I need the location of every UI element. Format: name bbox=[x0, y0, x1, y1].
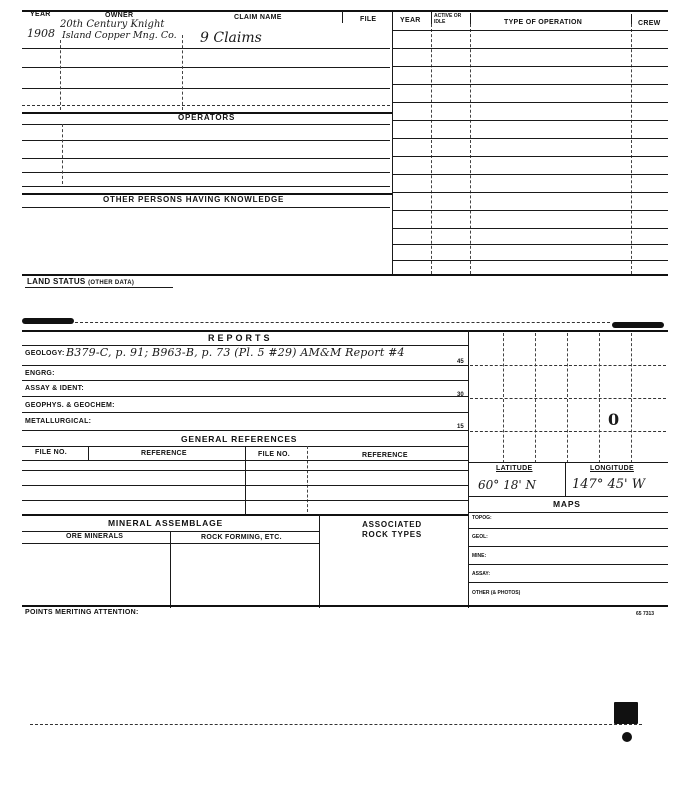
other-persons-heading: OTHER PERSONS HAVING KNOWLEDGE bbox=[103, 195, 285, 204]
geophys-label: GEOPHYS. & GEOCHEM: bbox=[25, 402, 115, 409]
entry-owner-line1: 20th Century Knight bbox=[60, 19, 165, 30]
row-line bbox=[22, 396, 468, 397]
geology-label: GEOLOGY: bbox=[25, 350, 65, 357]
corner-mark bbox=[614, 702, 638, 724]
row-line bbox=[22, 158, 390, 159]
right-grid-border bbox=[392, 24, 393, 276]
row-line bbox=[22, 500, 468, 501]
reports-dash-rule bbox=[75, 322, 610, 323]
row-line bbox=[392, 48, 668, 49]
file-no-header-2: FILE NO. bbox=[258, 451, 290, 458]
row-line bbox=[392, 174, 668, 175]
land-status-heading bbox=[27, 277, 134, 286]
col-sep bbox=[319, 514, 320, 608]
bottom-rule bbox=[22, 605, 668, 607]
reports-heading: REPORTS bbox=[208, 333, 273, 343]
file-header: FILE bbox=[360, 16, 377, 23]
row-line bbox=[22, 470, 468, 471]
scale-45: 45 bbox=[457, 359, 464, 365]
maps-assay: ASSAY: bbox=[472, 571, 491, 577]
row-line bbox=[392, 84, 668, 85]
assay-label: ASSAY & IDENT: bbox=[25, 385, 85, 392]
row-line bbox=[22, 380, 468, 381]
row-line bbox=[468, 546, 668, 547]
row-line bbox=[468, 462, 668, 463]
row-line bbox=[22, 365, 468, 366]
col-sep bbox=[88, 446, 89, 460]
col-sep bbox=[245, 446, 246, 514]
claim-name-header: CLAIM NAME bbox=[234, 14, 282, 21]
row-line bbox=[468, 564, 668, 565]
col-sep bbox=[470, 24, 471, 274]
row-line bbox=[392, 66, 668, 67]
col-sep bbox=[182, 35, 183, 110]
maps-other: OTHER (& PHOTOS) bbox=[472, 590, 521, 596]
row-line bbox=[22, 105, 390, 106]
row-line bbox=[22, 412, 468, 413]
grid-mark: 0 bbox=[608, 410, 620, 429]
row-line bbox=[22, 172, 390, 173]
col-sep bbox=[342, 11, 343, 23]
latitude-value: 60° 18' N bbox=[478, 478, 536, 492]
reference-header-2: REFERENCE bbox=[362, 452, 408, 459]
col-sep bbox=[565, 462, 566, 496]
row-line bbox=[22, 67, 390, 68]
maps-heading: MAPS bbox=[553, 499, 581, 509]
land-status-label: LAND STATUS bbox=[27, 277, 86, 286]
row-line bbox=[392, 138, 668, 139]
row-line bbox=[22, 186, 390, 187]
latitude-label: LATITUDE bbox=[496, 465, 533, 472]
row-line bbox=[468, 512, 668, 513]
rock-forming-header: ROCK FORMING, ETC. bbox=[201, 534, 282, 541]
longitude-value: 147° 45' W bbox=[572, 477, 646, 492]
reports-top-rule bbox=[22, 330, 668, 332]
general-references-heading: GENERAL REFERENCES bbox=[181, 434, 298, 444]
scale-15: 15 bbox=[457, 424, 464, 430]
reference-header-1: REFERENCE bbox=[141, 450, 187, 457]
col-sep bbox=[307, 446, 308, 512]
row-line bbox=[392, 102, 668, 103]
row-line bbox=[392, 156, 668, 157]
row-line bbox=[392, 228, 668, 229]
land-status-underline bbox=[25, 287, 173, 288]
col-sep bbox=[60, 40, 61, 110]
col-sep bbox=[170, 531, 171, 608]
operators-heading: OPERATORS bbox=[178, 113, 236, 122]
metallurgical-label: METALLURGICAL: bbox=[25, 418, 92, 425]
row-line bbox=[22, 48, 390, 49]
entry-year: 1908 bbox=[27, 27, 55, 40]
crew-header: CREW bbox=[638, 20, 661, 27]
redaction-mark bbox=[22, 318, 74, 324]
year-header: YEAR bbox=[30, 11, 51, 18]
file-no-header-1: FILE NO. bbox=[35, 449, 67, 456]
col-sep bbox=[392, 12, 393, 24]
row-line bbox=[22, 124, 390, 125]
row-line bbox=[392, 210, 668, 211]
mineral-assemblage-heading: MINERAL ASSEMBLAGE bbox=[108, 518, 223, 528]
land-status-note: (OTHER DATA) bbox=[88, 280, 135, 286]
land-status-rule bbox=[22, 274, 668, 276]
scale-30: 30 bbox=[457, 392, 464, 398]
row-line bbox=[392, 120, 668, 121]
points-meriting-attention: POINTS MERITING ATTENTION: bbox=[25, 609, 139, 616]
row-line bbox=[392, 260, 668, 261]
maps-mine: MINE: bbox=[472, 553, 487, 559]
row-line bbox=[468, 496, 668, 497]
row-line bbox=[392, 244, 668, 245]
longitude-label: LONGITUDE bbox=[590, 465, 634, 472]
engrg-label: ENGRG: bbox=[25, 370, 55, 377]
grid-line bbox=[470, 365, 666, 366]
entry-owner-line2: Island Copper Mng. Co. bbox=[62, 30, 177, 41]
grid-line bbox=[470, 431, 666, 432]
row-line bbox=[22, 140, 390, 141]
redaction-mark bbox=[612, 322, 664, 328]
row-line bbox=[468, 528, 668, 529]
year2-header: YEAR bbox=[400, 17, 421, 24]
corner-mark-small bbox=[622, 732, 632, 742]
maps-geol: GEOL: bbox=[472, 534, 488, 540]
row-line bbox=[22, 88, 390, 89]
associated-rock-types-heading: ASSOCIATED ROCK TYPES bbox=[361, 520, 422, 539]
type-of-operation-header: TYPE OF OPERATION bbox=[504, 19, 583, 26]
active-idle-header: ACTIVE OR IDLE bbox=[434, 13, 462, 25]
col-sep bbox=[631, 24, 632, 274]
location-grid-border bbox=[468, 330, 469, 608]
geology-value: B379-C, p. 91; B963-B, p. 73 (Pl. 5 #29) AM&M Report #4 bbox=[66, 346, 405, 359]
row-line bbox=[22, 460, 468, 461]
row-line bbox=[22, 485, 468, 486]
row-line bbox=[22, 430, 468, 431]
row-line bbox=[22, 207, 390, 208]
grid-line bbox=[470, 398, 666, 399]
row-line bbox=[392, 30, 668, 31]
col-sep bbox=[431, 12, 432, 24]
row-line bbox=[392, 192, 668, 193]
owner-header: OWNER bbox=[105, 12, 134, 19]
lower-dash-rule bbox=[30, 724, 642, 725]
col-sep bbox=[431, 24, 432, 274]
col-sep bbox=[62, 124, 63, 184]
maps-topog: TOPOG: bbox=[472, 515, 492, 521]
form-number: 65 7313 bbox=[636, 611, 655, 617]
entry-claim: 9 Claims bbox=[200, 30, 262, 46]
row-line bbox=[468, 582, 668, 583]
ore-minerals-header: ORE MINERALS bbox=[66, 533, 124, 540]
mineral-rule bbox=[22, 514, 468, 516]
